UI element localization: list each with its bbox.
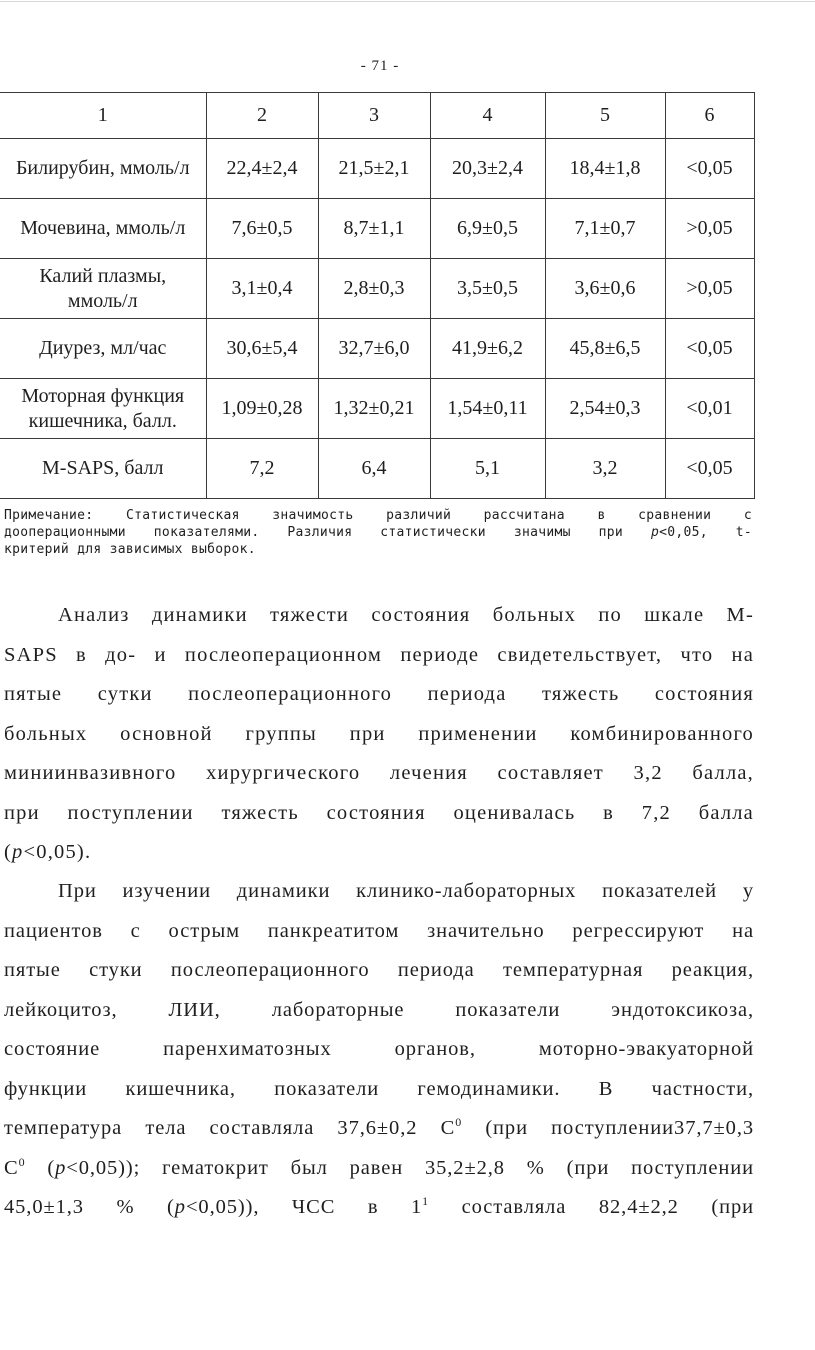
table-cell: <0,01	[665, 379, 754, 439]
text-fragment: <0,05).	[23, 841, 92, 863]
table-cell: 3,5±0,5	[430, 259, 545, 319]
text-fragment: 45,0±1,3 % (	[4, 1196, 175, 1218]
table-cell: 45,8±6,5	[545, 319, 665, 379]
table-cell: 6,4	[318, 439, 430, 499]
row-label	[0, 439, 206, 499]
text-line: пятые стуки послеоперационного периода температурная реакция,	[4, 959, 754, 981]
table-row	[0, 199, 754, 259]
table-cell: 20,3±2,4	[430, 139, 545, 199]
table-header-cell: 3	[318, 93, 430, 139]
table-header-cell: 4	[430, 93, 545, 139]
text-line: SAPS в до- и послеоперационном периоде свидетельствует, что на	[4, 643, 754, 666]
table-cell: 2,54±0,3	[545, 379, 665, 439]
row-label-line: Калий плазмы,	[39, 264, 167, 287]
row-label	[0, 319, 206, 379]
text-line: лейкоцитоз, ЛИИ, лабораторные показатели эндотоксикоза,	[4, 998, 754, 1021]
text-line: пациентов с острым панкреатитом значительно регрессируют на	[4, 919, 754, 942]
table-cell: 3,1±0,4	[206, 259, 318, 319]
table-row	[0, 259, 754, 319]
text-line: функции кишечника, показатели гемодинамики. В частности,	[4, 1077, 754, 1100]
table-header-cell: 6	[665, 93, 754, 139]
p-symbol: p	[174, 1196, 186, 1218]
table-cell: 7,1±0,7	[545, 199, 665, 259]
table-cell: 1,09±0,28	[206, 379, 318, 439]
table-cell: 3,2	[545, 439, 665, 499]
text-line	[4, 833, 754, 873]
table-cell: >0,05	[665, 199, 754, 259]
table-row	[0, 439, 754, 499]
note-text: <0,05, t-	[659, 525, 753, 540]
table-cell: 3,6±0,6	[545, 259, 665, 319]
text-fragment: <0,05)); гематокрит был равен 35,2±2,8 % (при поступлении	[66, 1156, 754, 1179]
row-label	[0, 259, 206, 319]
row-label-line: M-SAPS, балл	[42, 457, 164, 479]
table-cell: 1,32±0,21	[318, 379, 430, 439]
table-cell: <0,05	[665, 439, 754, 499]
table-cell: 8,7±1,1	[318, 199, 430, 259]
table-cell: 5,1	[430, 439, 545, 499]
text-fragment: С	[4, 1156, 19, 1179]
note-line: критерий для зависимых выборок.	[4, 542, 256, 557]
results-table	[0, 92, 755, 499]
row-label-line: Моторная функция	[21, 384, 185, 407]
row-label	[0, 379, 206, 439]
paragraph-dynamics	[4, 872, 754, 1228]
top-rule	[0, 1, 815, 2]
text-fragment: температура тела составляла 37,6±0,2 С	[4, 1117, 456, 1139]
table-cell: 6,9±0,5	[430, 199, 545, 259]
table-cell: 41,9±6,2	[430, 319, 545, 379]
text-line: Анализ динамики тяжести состояния больных по шкале M-	[58, 604, 754, 626]
text-line	[4, 1188, 754, 1228]
table-cell: >0,05	[665, 259, 754, 319]
row-label	[0, 199, 206, 259]
text-line	[4, 1109, 754, 1149]
table-cell: 21,5±2,1	[318, 139, 430, 199]
note-text: дооперационными показателями. Различия статистически значимы при	[4, 525, 651, 540]
table-row	[0, 379, 754, 439]
table-cell: 18,4±1,8	[545, 139, 665, 199]
text-fragment: (	[25, 1156, 56, 1179]
superscript: 0	[18, 1154, 26, 1169]
row-label-line: Билирубин, ммоль/л	[15, 157, 190, 179]
text-line: пятые сутки послеоперационного периода тяжесть состояния	[4, 683, 754, 705]
text-fragment: составляла 82,4±2,2 (при	[429, 1196, 755, 1218]
row-label	[0, 139, 206, 199]
p-symbol: p	[55, 1156, 67, 1179]
row-label-line: кишечника, балл.	[28, 409, 177, 432]
text-fragment: <0,05)), ЧСС в 1	[185, 1196, 423, 1218]
table-cell: 7,2	[206, 439, 318, 499]
p-symbol: p	[12, 841, 24, 863]
page-number: - 71 -	[360, 58, 400, 74]
table-cell: 2,8±0,3	[318, 259, 430, 319]
row-label-line: Диурез, мл/час	[39, 337, 167, 359]
text-line: миниинвазивного хирургического лечения составляет 3,2 балла,	[4, 762, 754, 784]
table-header-cell: 5	[545, 93, 665, 139]
superscript: 1	[422, 1194, 430, 1209]
table-row	[0, 139, 754, 199]
table-cell: 32,7±6,0	[318, 319, 430, 379]
table-header-cell: 1	[0, 93, 206, 139]
p-symbol: p	[650, 525, 660, 540]
table-cell: 1,54±0,11	[430, 379, 545, 439]
text-line: при поступлении тяжесть состояния оценивалась в 7,2 балла	[4, 801, 754, 824]
paragraph-msaps	[4, 596, 754, 873]
superscript: 0	[455, 1115, 463, 1130]
row-label-line: Мочевина, ммоль/л	[20, 217, 186, 239]
text-line: больных основной группы при применении комбинированного	[4, 722, 754, 745]
table-cell: 22,4±2,4	[206, 139, 318, 199]
table-cell: 7,6±0,5	[206, 199, 318, 259]
table-cell: <0,05	[665, 139, 754, 199]
text-line: состояние паренхиматозных органов, моторно-эвакуаторной	[4, 1038, 754, 1060]
table-cell: 30,6±5,4	[206, 319, 318, 379]
table-header-cell: 2	[206, 93, 318, 139]
row-label-line: ммоль/л	[67, 289, 138, 312]
table-note	[4, 507, 752, 558]
table-header-row	[0, 93, 754, 139]
text-fragment: (	[4, 841, 13, 863]
note-line	[4, 524, 752, 541]
note-line: Примечание: Статистическая значимость различий рассчитана в сравнении с	[4, 508, 752, 523]
text-fragment: (при поступлении37,7±0,3	[462, 1117, 754, 1139]
table-cell: <0,05	[665, 319, 754, 379]
table-row	[0, 319, 754, 379]
text-line: При изучении динамики клинико-лабораторных показателей у	[58, 880, 754, 902]
text-line	[4, 1149, 754, 1189]
